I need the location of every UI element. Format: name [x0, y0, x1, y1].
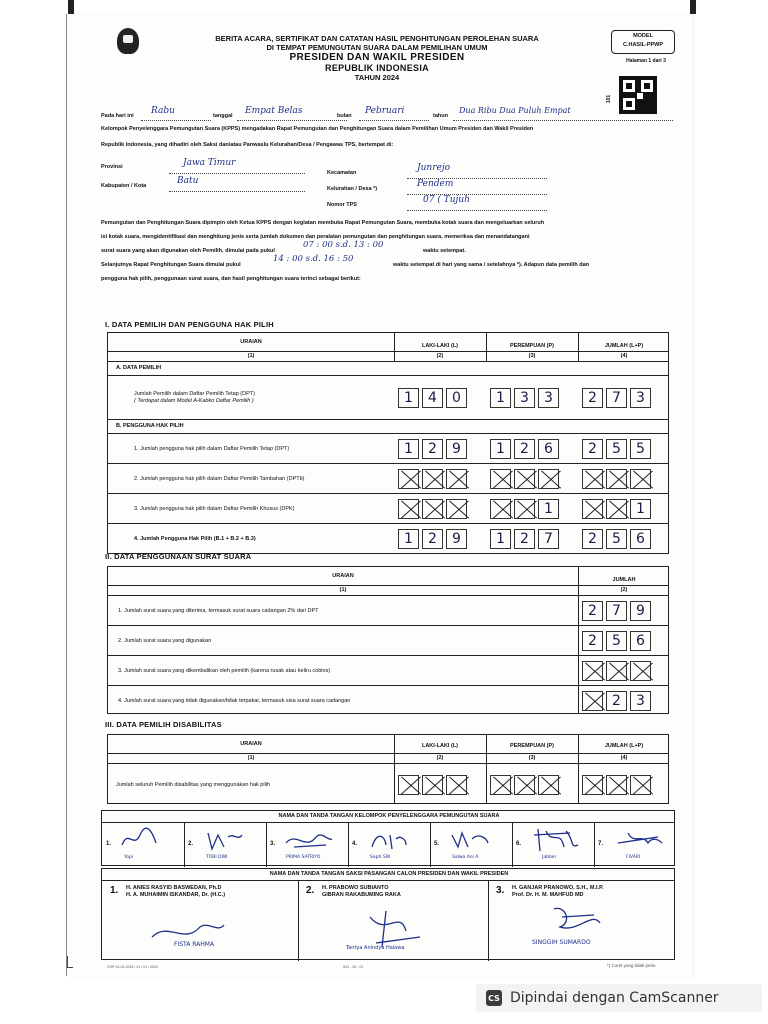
kpps-3-name: PRIMA SATRIYO: [286, 855, 321, 860]
section-2-table: [107, 566, 669, 714]
crossed-digit-box: [398, 469, 419, 489]
intro-paragraph-1b: Republik Indonesia, yang dihadiri oleh Saksi dan/atau Panwaslu Kelurahan/Desa / Pengawas TPS, bertempat di:: [101, 142, 394, 148]
s1-b2-jumlah: [582, 469, 651, 489]
top-left-edge-mark: [68, 0, 74, 14]
crossed-digit-box: [582, 469, 603, 489]
crossed-digit-box: [422, 775, 443, 795]
footer-note: *) Coret yang tidak perlu: [607, 963, 656, 968]
s1-b2-perempuan: [490, 469, 559, 489]
crossed-digit-box: [606, 775, 627, 795]
s1-dpt-row: [108, 375, 668, 419]
kpps-5-signature: [448, 827, 492, 853]
section-1-title: I. DATA PEMILIH DAN PENGGUNA HAK PILIH: [105, 320, 274, 329]
saksi-row: [102, 880, 674, 961]
s2-row-4: [108, 685, 668, 715]
model-label: MODEL: [633, 33, 653, 39]
candidate-2-line-2: GIBRAN RAKABUMING RAKA: [322, 892, 401, 898]
saksi-3-name: SINGGIH SUMARDO: [532, 939, 591, 946]
camscanner-icon: CS: [486, 990, 502, 1006]
crossed-digit-box: [490, 499, 511, 519]
digit-box: 2: [582, 601, 603, 621]
divider: [184, 823, 185, 867]
s1-col-perempuan: PEREMPUAN (P): [509, 343, 554, 349]
s3-col-perempuan: PEREMPUAN (P): [509, 743, 554, 749]
digit-box: 1: [538, 499, 559, 519]
s2-row-1-label: 1. Jumlah surat suara yang diterima, termasuk surat suara cadangan 2% dari DPT: [118, 608, 319, 614]
kpu-logo: [117, 28, 139, 54]
digit-box: 3: [630, 691, 651, 711]
s3-n1: (1): [247, 755, 255, 761]
tahun-value: Dua Ribu Dua Puluh Empat: [459, 106, 571, 115]
intro-paragraph-3-post: waktu setempat di hari yang sama / setelahnya *). Adapun data pemilih dan: [393, 262, 590, 268]
camscanner-label: Dipindai dengan CamScanner: [510, 990, 719, 1006]
digit-box: 9: [446, 529, 467, 549]
crossed-digit-box: [422, 469, 443, 489]
s3-col-laki: LAKI-LAKI (L): [421, 743, 459, 749]
kpps-4-name: Sapti SW: [370, 855, 391, 860]
tanggal-value: Empat Belas: [245, 106, 303, 116]
header-line-1: BERITA ACARA, SERTIFIKAT DAN CATATAN HASIL PENGHITUNGAN PEROLEHAN SUARA: [215, 34, 539, 43]
kelurahan-value: Pendem: [417, 179, 454, 189]
digit-box: 1: [490, 388, 511, 408]
crossed-digit-box: [606, 499, 627, 519]
header-line-5: TAHUN 2024: [354, 73, 400, 82]
saksi-title: NAMA DAN TANDA TANGAN SAKSI PASANGAN CALON PRESIDEN DAN WAKIL PRESIDEN: [269, 871, 509, 877]
hari-label: Pada hari ini: [101, 113, 134, 119]
provinsi-value: Jawa Timur: [183, 158, 236, 168]
s1-b1-label: 1. Jumlah pengguna hak pilih dalam Daftar Pemilih Tetap (DPT): [134, 446, 290, 452]
intro-paragraph-3: Selanjutnya Rapat Penghitungan Suara dimulai pukul: [101, 262, 241, 268]
digit-box: 2: [582, 529, 603, 549]
kpps-2-name: TOBI DWI: [206, 855, 228, 860]
s1-n1: (1): [247, 353, 255, 359]
crossed-digit-box: [630, 661, 651, 681]
s3-row-1: [108, 763, 668, 805]
crossed-digit-box: [630, 469, 651, 489]
counting-time: 14 : 00 s.d. 16 : 50: [273, 254, 354, 264]
model-box: [611, 30, 675, 54]
intro-paragraph-2b: isi kotak suara, mengidentifikasi dan menghitung jenis serta jumlah dokumen dan peralatan pemungutan dan penghitungan suara, memeriksa dan menandatangani: [101, 234, 530, 240]
digit-box: 2: [582, 388, 603, 408]
s2-row-3: [108, 655, 668, 685]
saksi-1-name: FISTA RAHMA: [174, 941, 215, 948]
s1-col-jumlah: JUMLAH (L+P): [604, 343, 644, 349]
kpps-6-name: Jabber: [542, 855, 557, 860]
kecamatan-value: Junrejo: [417, 163, 451, 173]
s1-b1-row: [108, 433, 668, 463]
kpps-1-signature: [118, 827, 160, 853]
s3-laki: [398, 775, 467, 795]
digit-box: 2: [606, 691, 627, 711]
crossed-digit-box: [398, 499, 419, 519]
kabupaten-value: Batu: [177, 176, 199, 186]
footer-mid-code: S01 - 00 - 01: [343, 965, 364, 969]
candidate-1-line-1: H. ANIES RASYID BASWEDAN, Ph.D: [126, 885, 222, 891]
digit-box: 5: [606, 631, 627, 651]
s1-n3: (3): [528, 353, 536, 359]
digit-box: 9: [446, 439, 467, 459]
s1-b3-perempuan: [490, 499, 559, 519]
intro-paragraph-2c: surat suara yang akan digunakan oleh Pemilih, dimulai pada pukul: [101, 248, 275, 254]
digit-box: 5: [606, 529, 627, 549]
divider: [488, 881, 489, 961]
s1-b1-perempuan: [490, 439, 559, 459]
top-right-edge-mark: [690, 0, 696, 14]
digit-box: 5: [606, 439, 627, 459]
s3-perempuan: [490, 775, 559, 795]
s2-col-jumlah: JUMLAH: [612, 577, 636, 583]
qr-code: [619, 76, 657, 114]
digit-box: 3: [538, 388, 559, 408]
s1-b1-jumlah: [582, 439, 651, 459]
s1-b4-perempuan: [490, 529, 559, 549]
digit-box: 2: [582, 631, 603, 651]
header-line-3: PRESIDEN DAN WAKIL PRESIDEN: [289, 52, 465, 63]
s3-jumlah: [582, 775, 651, 795]
kpps-2-number: 2.: [188, 841, 194, 847]
tps-label: Nomor TPS: [327, 202, 357, 208]
kpps-2-signature: [202, 827, 244, 853]
s1-b-title-row: [108, 419, 668, 433]
digit-box: 1: [490, 529, 511, 549]
qr-number: 101: [606, 94, 613, 104]
s1-dpt-label: Jumlah Pemilih dalam Daftar Pemilih Tetap (DPT): [134, 391, 255, 397]
digit-box: 1: [398, 388, 419, 408]
digit-box: 7: [538, 529, 559, 549]
kabupaten-label: Kabupaten / Kota: [101, 183, 147, 189]
kpps-7-number: 7.: [598, 841, 604, 847]
s1-dpt-perempuan: [490, 388, 559, 408]
s1-b2-laki: [398, 469, 467, 489]
crossed-digit-box: [582, 661, 603, 681]
digit-box: 6: [630, 631, 651, 651]
divider: [430, 823, 431, 867]
s3-col-uraian: URAIAN: [240, 741, 262, 747]
s3-col-jumlah: JUMLAH (L+P): [604, 743, 644, 749]
s1-b4-row: [108, 523, 668, 553]
crossed-digit-box: [582, 499, 603, 519]
corner-bracket: [67, 956, 73, 968]
s1-a-title-row: [108, 361, 668, 375]
candidate-3-line-1: H. GANJAR PRANOWO, S.H., M.I.P.: [512, 885, 604, 891]
s2-row-3-value: [582, 661, 651, 681]
digit-box: 1: [398, 529, 419, 549]
section-1-table: [107, 332, 669, 554]
header-line-4: REPUBLIK INDONESIA: [325, 63, 429, 73]
divider: [348, 823, 349, 867]
s1-col-laki: LAKI-LAKI (L): [421, 343, 459, 349]
s3-n4: (4): [620, 755, 628, 761]
digit-box: 9: [630, 601, 651, 621]
digit-box: 4: [422, 388, 443, 408]
s1-n2: (2): [436, 353, 444, 359]
divider: [594, 823, 595, 867]
hari-value: Rabu: [151, 106, 175, 116]
crossed-digit-box: [514, 469, 535, 489]
s3-number-row: [108, 753, 668, 763]
s3-row-1-label: Jumlah seluruh Pemilih disabilitas yang menggunakan hak pilih: [116, 782, 271, 788]
crossed-digit-box: [514, 499, 535, 519]
crossed-digit-box: [446, 469, 467, 489]
digit-box: 2: [582, 439, 603, 459]
kpps-5-number: 5.: [434, 841, 440, 847]
s1-b1-laki: [398, 439, 467, 459]
s2-row-2: [108, 625, 668, 655]
intro-paragraph-2: Pemungutan dan Penghitungan Suara dipimpin oleh Ketua KPPS dengan kegiatan membuka Rapat Pemungutan Suara, membuka kotak suara dan mengeluarkan seluruh: [101, 220, 545, 226]
digit-box: 7: [606, 388, 627, 408]
header-line-2: DI TEMPAT PEMUNGUTAN SUARA DALAM PEMILIHAN UMUM: [266, 43, 488, 52]
voting-time: 07 : 00 s.d. 13 : 00: [303, 240, 384, 250]
candidate-3-line-2: Prof. Dr. H. M. MAHFUD MD: [512, 892, 584, 898]
s1-b2-row: [108, 463, 668, 493]
s2-row-2-label: 2. Jumlah surat suara yang digunakan: [118, 638, 212, 644]
s1-b-title: B. PENGGUNA HAK PILIH: [116, 423, 184, 429]
provinsi-label: Provinsi: [101, 164, 123, 170]
candidate-2-line-1: H. PRABOWO SUBIANTO: [322, 885, 389, 891]
kpps-6-signature: [530, 825, 582, 855]
page-indicator: Halaman 1 dari 3: [626, 58, 666, 64]
crossed-digit-box: [490, 469, 511, 489]
digit-box: 3: [630, 388, 651, 408]
tanggal-label: tanggal: [213, 113, 233, 119]
s1-number-row: [108, 351, 668, 361]
intro-paragraph-2c-post: waktu setempat.: [423, 248, 466, 254]
s2-number-row: [108, 585, 668, 595]
kpps-signature-row: [102, 822, 674, 867]
crossed-digit-box: [446, 775, 467, 795]
model-code: C.HASIL-PPWP: [622, 42, 664, 48]
s1-dpt-laki: [398, 388, 467, 408]
s1-b3-row: [108, 493, 668, 523]
s1-b4-laki: [398, 529, 467, 549]
s2-row-1-value: [582, 601, 651, 621]
digit-box: 3: [514, 388, 535, 408]
kelurahan-label: Kelurahan / Desa *): [327, 186, 378, 192]
digit-box: 2: [422, 529, 443, 549]
kpps-5-name: Salwa Ani A: [452, 855, 479, 860]
digit-box: 2: [514, 439, 535, 459]
section-2-title: II. DATA PENGGUNAAN SURAT SUARA: [105, 552, 252, 561]
s1-col-uraian: URAIAN: [240, 339, 262, 345]
digit-box: 7: [606, 601, 627, 621]
digit-box: 1: [398, 439, 419, 459]
s1-a-title: A. DATA PEMILIH: [116, 365, 162, 371]
kpps-title: NAMA DAN TANDA TANGAN KELOMPOK PENYELENGGARA PEMUNGUTAN SUARA: [278, 813, 500, 819]
s2-row-4-label: 4. Jumlah surat suara yang tidak digunakan/tidak terpakai, termasuk sisa surat suara cadangan: [118, 698, 351, 704]
crossed-digit-box: [630, 775, 651, 795]
crossed-digit-box: [582, 775, 603, 795]
kpps-1-number: 1.: [106, 841, 112, 847]
s3-n2: (2): [436, 755, 444, 761]
kpps-7-name: FIVARI: [626, 855, 641, 860]
kpps-3-signature: [282, 827, 334, 853]
s1-b3-jumlah: [582, 499, 651, 519]
crossed-digit-box: [446, 499, 467, 519]
crossed-digit-box: [398, 775, 419, 795]
digit-box: 0: [446, 388, 467, 408]
s1-b3-laki: [398, 499, 467, 519]
crossed-digit-box: [606, 661, 627, 681]
crossed-digit-box: [490, 775, 511, 795]
section-3-table: [107, 734, 669, 804]
s1-dpt-sublabel: ( Terdapat dalam Model A-Kabko Daftar Pemilih ): [134, 398, 254, 404]
divider: [298, 881, 299, 961]
digit-box: 1: [490, 439, 511, 459]
divider: [512, 823, 513, 867]
s2-n2: (2): [620, 587, 628, 593]
candidate-3-number: 3.: [496, 885, 505, 896]
crossed-digit-box: [422, 499, 443, 519]
s1-dpt-jumlah: [582, 388, 651, 408]
s1-n4: (4): [620, 353, 628, 359]
digit-box: 2: [514, 529, 535, 549]
kpps-3-number: 3.: [270, 841, 276, 847]
candidate-1-line-2: H. A. MUHAIMIN ISKANDAR, Dr. (H.C.): [126, 892, 226, 898]
crossed-digit-box: [538, 775, 559, 795]
crossed-digit-box: [514, 775, 535, 795]
s2-row-2-value: [582, 631, 651, 651]
camscanner-watermark: [476, 984, 762, 1012]
candidate-1-number: 1.: [110, 885, 119, 896]
footer-left-code: CHP-01-01-2024 / 01 / 01 / 2024: [107, 965, 158, 969]
divider: [266, 823, 267, 867]
kpps-7-signature: [614, 827, 666, 853]
digit-box: 1: [630, 499, 651, 519]
saksi-2-name: Tantya Anindya Halawa: [346, 945, 405, 951]
digit-box: 6: [630, 529, 651, 549]
crossed-digit-box: [582, 691, 603, 711]
s1-b4-jumlah: [582, 529, 651, 549]
s2-row-1: [108, 595, 668, 625]
intro-paragraph-1: Kelompok Penyelenggara Pemungutan Suara (KPPS) mengadakan Rapat Pemungutan dan Penghitungan Suara dalam Pemilihan Umum Presiden dan Wakil Presiden: [101, 126, 534, 132]
s2-col-uraian: URAIAN: [332, 573, 354, 579]
crossed-digit-box: [538, 469, 559, 489]
kpps-1-name: Yopi: [124, 855, 134, 860]
s2-row-3-label: 3. Jumlah surat suara yang dikembalikan oleh pemilih (karena rusak atau keliru coblos): [118, 668, 331, 674]
kecamatan-label: Kecamatan: [327, 170, 357, 176]
tps-value: 07 ( Tujuh: [423, 195, 470, 205]
s1-b3-label: 3. Jumlah pengguna hak pilih dalam Daftar Pemilih Khusus (DPK): [134, 506, 295, 512]
saksi-signature-table: [101, 868, 675, 960]
intro-paragraph-3b: pengguna hak pilih, penggunaan surat suara, dan hasil penghitungan suara terinci sebagai berikut:: [101, 276, 361, 282]
digit-box: 2: [422, 439, 443, 459]
bulan-label: bulan: [337, 113, 352, 119]
kpps-6-number: 6.: [516, 841, 522, 847]
candidate-2-number: 2.: [306, 885, 315, 896]
kpps-4-number: 4.: [352, 841, 358, 847]
digit-box: 5: [630, 439, 651, 459]
digit-box: 6: [538, 439, 559, 459]
crossed-digit-box: [606, 469, 627, 489]
s3-n3: (3): [528, 755, 536, 761]
kpps-signature-table: [101, 810, 675, 866]
bulan-value: Pebruari: [365, 106, 405, 116]
section-3-title: III. DATA PEMILIH DISABILITAS: [105, 720, 222, 729]
tahun-label: tahun: [433, 113, 448, 119]
form-header: [177, 34, 577, 82]
s2-row-4-value: [582, 691, 651, 711]
s2-n1: (1): [339, 587, 347, 593]
s1-b2-label: 2. Jumlah pengguna hak pilih dalam Daftar Pemilih Tambahan (DPTb): [134, 476, 305, 482]
kpps-4-signature: [366, 827, 410, 853]
saksi-3-signature: [542, 903, 612, 943]
s1-b4-label: 4. Jumlah Pengguna Hak Pilih (B.1 + B.2 + B.3): [134, 536, 256, 542]
ballot-form-page: [66, 14, 692, 976]
